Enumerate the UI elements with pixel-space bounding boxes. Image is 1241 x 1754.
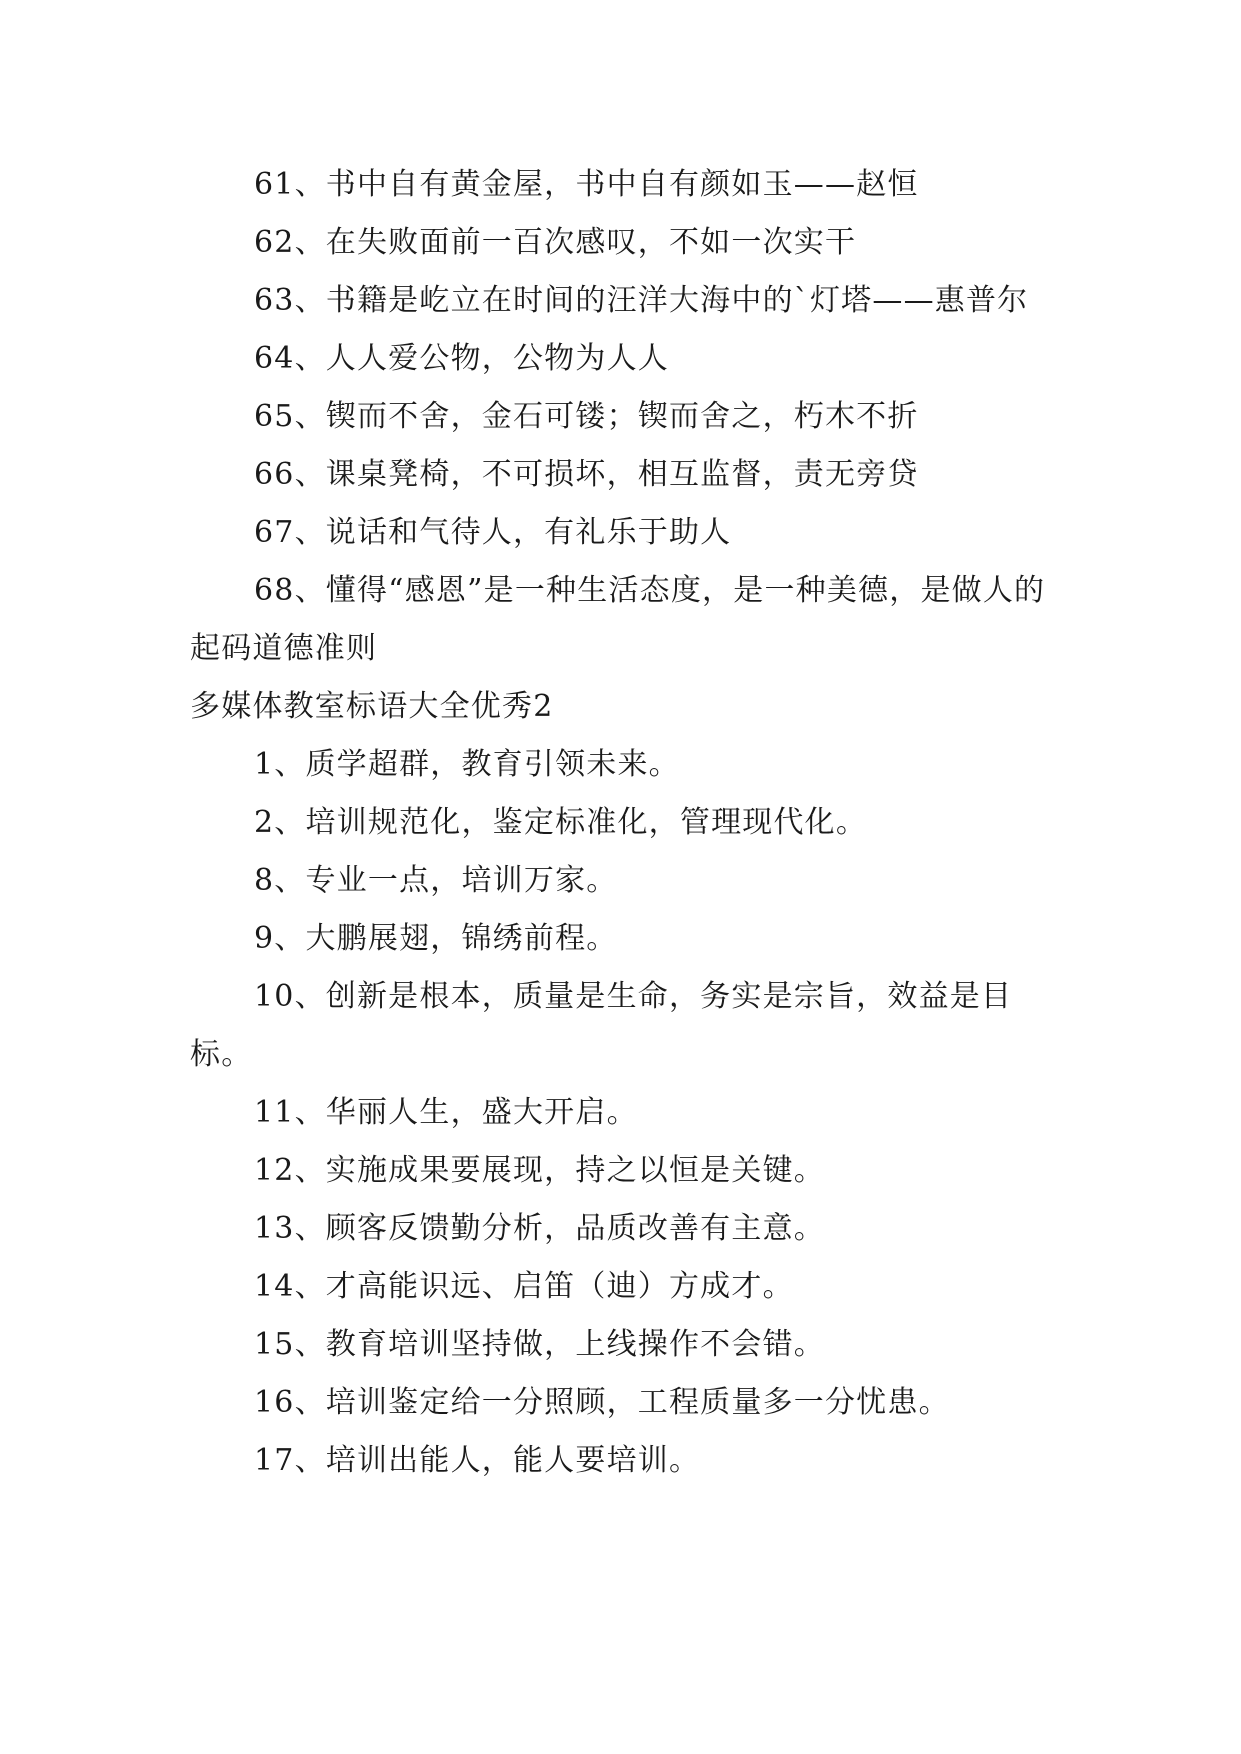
list-item: 68、懂得“感恩”是一种生活态度，是一种美德，是做人的起码道德准则	[190, 573, 1046, 666]
list-item: 66、课桌凳椅，不可损坏，相互监督，责无旁贷	[254, 457, 919, 492]
list-item: 63、书籍是屹立在时间的汪洋大海中的`灯塔——惠普尔	[254, 283, 1029, 318]
list-item: 1、质学超群，教育引领未来。	[254, 747, 680, 782]
list-item: 16、培训鉴定给一分照顾，工程质量多一分忧患。	[254, 1385, 950, 1420]
list-item: 15、教育培训坚持做，上线操作不会错。	[254, 1327, 825, 1362]
list-item: 17、培训出能人，能人要培训。	[254, 1443, 701, 1478]
list-item: 14、才高能识远、启笛（迪）方成才。	[254, 1269, 794, 1304]
list-item: 65、锲而不舍，金石可镂；锲而舍之，朽木不折	[254, 399, 919, 434]
list-item: 67、说话和气待人，有礼乐于助人	[254, 515, 732, 550]
list-item: 10、创新是根本，质量是生命，务实是宗旨，效益是目标。	[190, 979, 1013, 1072]
list-item: 11、华丽人生，盛大开启。	[254, 1095, 638, 1130]
document-body	[190, 156, 1050, 1490]
list-item: 13、顾客反馈勤分析，品质改善有主意。	[254, 1211, 825, 1246]
list-item: 61、书中自有黄金屋，书中自有颜如玉——赵恒	[254, 167, 919, 202]
list-item: 9、大鹏展翅，锦绣前程。	[254, 921, 618, 956]
list-item: 2、培训规范化，鉴定标准化，管理现代化。	[254, 805, 868, 840]
section-heading: 多媒体教室标语大全优秀2	[190, 689, 554, 724]
list-item: 64、人人爱公物，公物为人人	[254, 341, 669, 376]
list-item: 8、专业一点，培训万家。	[254, 863, 618, 898]
list-item: 62、在失败面前一百次感叹，不如一次实干	[254, 225, 857, 260]
list-item: 12、实施成果要展现，持之以恒是关键。	[254, 1153, 825, 1188]
